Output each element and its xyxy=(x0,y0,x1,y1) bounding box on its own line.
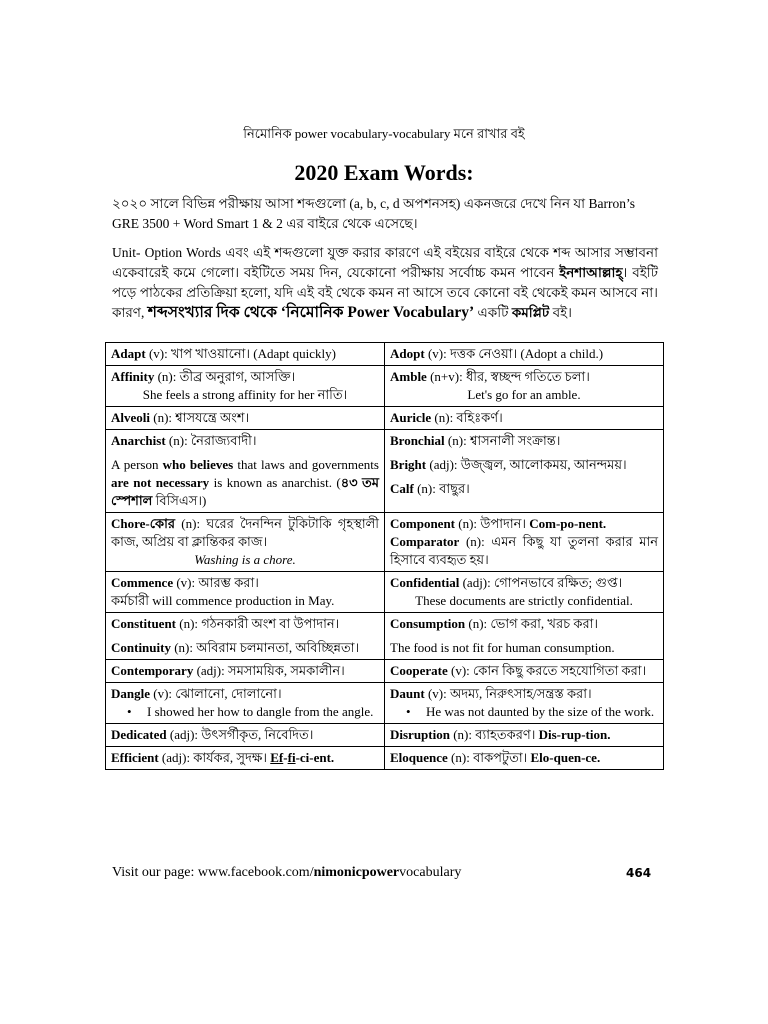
vocab-example: He was not daunted by the size of the work. xyxy=(426,704,655,719)
vocab-word: Contemporary xyxy=(111,663,194,678)
vocab-meaning: (v): দত্তক নেওয়া। (Adopt a child.) xyxy=(427,346,604,361)
syllable-underlined: Ef xyxy=(270,750,284,765)
vocab-word: Constituent xyxy=(111,616,177,631)
vocab-meaning: (n): তীব্র অনুরাগ, আসক্তি। xyxy=(157,369,296,384)
intro-bold-book-name: শব্দসংখ্যার দিক থেকে ‘নিমোনিক Power Vocabulary’ xyxy=(147,304,475,321)
footer-link-text xyxy=(112,865,461,881)
vocab-meaning: (adj): গোপনভাবে রক্ষিত; গুপ্ত। xyxy=(462,575,623,590)
example-bold: are not necessary xyxy=(111,475,210,490)
vocab-word: Continuity xyxy=(111,640,171,655)
vocab-word: Dedicated xyxy=(111,727,167,742)
table-row xyxy=(106,613,664,660)
intro-bold-inshallah: ইনশাআল্লাহ্‌ xyxy=(559,265,623,280)
vocab-word: Daunt xyxy=(390,686,425,701)
vocab-meaning: (n): উপাদান। xyxy=(458,516,527,531)
example-bold: who believes xyxy=(162,457,234,472)
vocab-syllables: Elo-quen-ce. xyxy=(530,750,601,765)
vocab-example: Washing is a chore. xyxy=(194,552,296,567)
vocab-meaning: (n): ভোগ করা, খরচ করা। xyxy=(468,616,599,631)
vocab-word: Efficient xyxy=(111,750,159,765)
syllable: -ci-ent. xyxy=(295,750,335,765)
vocab-cell-contemporary xyxy=(106,660,385,683)
vocab-example: I showed her how to dangle from the angle. xyxy=(147,704,374,719)
table-row xyxy=(106,407,664,430)
intro-text: । বইটি পড়ে পাঠকের প্রতিক্রিয়া হলো, যদি এই বই থেকে কমন না আসে তবে কোনো বই থেকেই কমন আসবে না। কারণ, xyxy=(112,265,658,320)
vocab-word: Auricle xyxy=(390,410,432,425)
vocab-meaning: (adj): উৎসর্গীকৃত, নিবেদিত। xyxy=(169,727,314,742)
example-text: is known as anarchist. ( xyxy=(213,475,341,490)
vocab-word: Commence xyxy=(111,575,174,590)
vocab-meaning: (n): গঠনকারী অংশ বা উপাদান। xyxy=(179,616,340,631)
syllable-underlined: fi xyxy=(287,750,296,765)
bullet-item xyxy=(390,703,658,721)
footer-bold: nimonicpower xyxy=(313,865,400,880)
vocab-syllables: Com-po-nent. xyxy=(529,516,607,531)
vocabulary-table xyxy=(105,342,664,770)
vocab-word: Eloquence xyxy=(390,750,448,765)
vocab-meaning: (n): বাকপটুতা। xyxy=(451,750,528,765)
table-row xyxy=(106,683,664,724)
vocab-cell-disruption xyxy=(385,724,664,747)
vocab-meaning: (adj): উজ্জ্বল, আলোকময়, আনন্দময়। xyxy=(429,457,627,472)
footer-prefix: Visit our page: www.facebook.com/ xyxy=(112,865,314,880)
vocab-cell-dedicated xyxy=(106,724,385,747)
table-row xyxy=(106,724,664,747)
vocab-cell-efficient xyxy=(106,747,385,770)
vocab-meaning: (n+v): ধীর, স্বচ্ছন্দ গতিতে চলা। xyxy=(430,369,590,384)
vocab-word: Adapt xyxy=(111,346,146,361)
example-text: that laws and governments xyxy=(237,457,379,472)
vocab-example: Let's go for an amble. xyxy=(467,387,581,402)
page-title: 2020 Exam Words: xyxy=(294,160,474,185)
vocab-word: Alveoli xyxy=(111,410,150,425)
vocab-word: Disruption xyxy=(390,727,450,742)
vocab-word: Cooperate xyxy=(390,663,448,678)
vocab-word: Chore-কোর xyxy=(111,516,176,531)
vocab-meaning: (n): শ্বাসযন্ত্রে অংশ। xyxy=(153,410,250,425)
intro-paragraph-1: ২০২০ সালে বিভিন্ন পরীক্ষায় আসা শব্দগুলো (a, b, c, d অপশনসহ) একনজরে দেখে নিন যা Barron’s GRE 3500 + Word Smart 1 & 2 এর বাইরে থেকে এসেছে। xyxy=(112,196,635,231)
vocab-meaning: (adj): সমসাময়িক, সমকালীন। xyxy=(196,663,345,678)
intro-paragraph-2 xyxy=(112,243,658,323)
vocab-meaning: (v): ঝোলানো, দোলানো। xyxy=(153,686,282,701)
vocab-cell-constituent-continuity xyxy=(106,613,385,660)
vocab-meaning: (n): নৈরাজ্যবাদী। xyxy=(168,433,257,448)
vocab-cell-commence xyxy=(106,572,385,613)
vocab-syllables: Dis-rup-tion. xyxy=(538,727,611,742)
vocab-cell-chore xyxy=(106,513,385,572)
page-number: 464 xyxy=(626,866,652,880)
vocab-example: The food is not fit for human consumption. xyxy=(390,640,615,655)
table-row xyxy=(106,430,664,513)
vocab-meaning: (n): বাছুর। xyxy=(417,481,470,496)
vocab-example: These documents are strictly confidential. xyxy=(415,593,633,608)
table-row xyxy=(106,747,664,770)
intro-text: বই। xyxy=(552,305,572,320)
vocab-meaning: (v): খাপ খাওয়ানো। (Adapt quickly) xyxy=(148,346,336,361)
vocab-cell-bronchial-bright-calf xyxy=(385,430,664,513)
bullet-item xyxy=(111,703,379,721)
vocab-cell-adopt xyxy=(385,343,664,366)
vocab-meaning: (n): ঘরের দৈনন্দিন টুকিটাকি গৃহস্থালী কাজ, অপ্রিয় বা ক্লান্তিকর কাজ। xyxy=(111,516,379,549)
vocab-cell-eloquence xyxy=(385,747,664,770)
vocab-word: Anarchist xyxy=(111,433,166,448)
vocab-cell-adapt xyxy=(106,343,385,366)
vocab-cell-affinity xyxy=(106,366,385,407)
vocab-cell-dangle xyxy=(106,683,385,724)
vocab-meaning: (n): অবিরাম চলমানতা, অবিচ্ছিন্নতা। xyxy=(174,640,360,655)
vocab-word: Affinity xyxy=(111,369,155,384)
intro-text: Unit- Option Words এবং এই শব্দগুলো যুক্ত করার কারণে এই বইয়ের বাইরে থেকে শব্দ আসার সম্ভাবনা একেবারেই কমে গেলো। বইটিতে সময় দিন, যেকোনো পরীক্ষায় সর্বোচ্চ কমন পাবেন xyxy=(112,245,658,280)
vocab-cell-anarchist xyxy=(106,430,385,513)
vocab-meaning: (v): অদম্য, নিরুৎসাহ/সন্ত্রস্ত করা। xyxy=(427,686,592,701)
intro-text: একটি xyxy=(477,305,509,320)
example-text: A person xyxy=(111,457,159,472)
vocab-meaning: (v): কোন কিছু করতে সহযোগিতা করা। xyxy=(451,663,647,678)
vocab-example: কর্মচারী will commence production in May. xyxy=(111,593,335,608)
vocab-example: She feels a strong affinity for her নাতি। xyxy=(142,387,348,402)
vocab-syllables xyxy=(270,750,334,765)
vocab-cell-consumption xyxy=(385,613,664,660)
vocab-meaning: (n): বহিঃকর্ণ। xyxy=(434,410,503,425)
vocab-cell-alveoli xyxy=(106,407,385,430)
running-header: নিমোনিক power vocabulary-vocabulary মনে রাখার বই xyxy=(243,126,525,141)
vocab-word: Adopt xyxy=(390,346,425,361)
vocab-cell-daunt xyxy=(385,683,664,724)
vocab-meaning: (adj): কার্যকর, সুদক্ষ। xyxy=(161,750,268,765)
table-row xyxy=(106,660,664,683)
bullet-icon: • xyxy=(127,704,132,719)
vocab-word: Confidential xyxy=(390,575,460,590)
vocab-word: Component xyxy=(390,516,456,531)
vocab-word: Bright xyxy=(390,457,427,472)
vocab-meaning: (v): আরম্ভ করা। xyxy=(176,575,259,590)
vocab-word: Calf xyxy=(390,481,414,496)
syllable: - xyxy=(283,750,288,765)
intro-bold-complete: কমপ্লিট xyxy=(511,305,550,320)
vocab-word: Dangle xyxy=(111,686,150,701)
example-bold: ৪৩ তম স্পেশাল xyxy=(111,475,379,508)
vocab-example xyxy=(111,456,379,510)
vocab-word: Consumption xyxy=(390,616,466,631)
vocab-meaning: (n): ব্যাহতকরণ। xyxy=(453,727,536,742)
table-row xyxy=(106,572,664,613)
vocab-cell-confidential xyxy=(385,572,664,613)
vocab-cell-cooperate xyxy=(385,660,664,683)
vocab-meaning: (n): এমন কিছু যা তুলনা করার মান হিসাবে ব্যবহৃত হয়। xyxy=(390,534,658,567)
table-row xyxy=(106,343,664,366)
vocab-cell-component-comparator xyxy=(385,513,664,572)
vocab-word: Comparator xyxy=(390,534,460,549)
footer-suffix: vocabulary xyxy=(399,865,462,880)
vocab-cell-auricle xyxy=(385,407,664,430)
vocab-word: Amble xyxy=(390,369,427,384)
vocab-word: Bronchial xyxy=(390,433,445,448)
bullet-icon: • xyxy=(406,704,411,719)
vocab-meaning: (n): শ্বাসনালী সংক্রান্ত। xyxy=(447,433,561,448)
table-row xyxy=(106,366,664,407)
table-row xyxy=(106,513,664,572)
vocab-cell-amble xyxy=(385,366,664,407)
example-text: বিসিএস।) xyxy=(155,493,207,508)
